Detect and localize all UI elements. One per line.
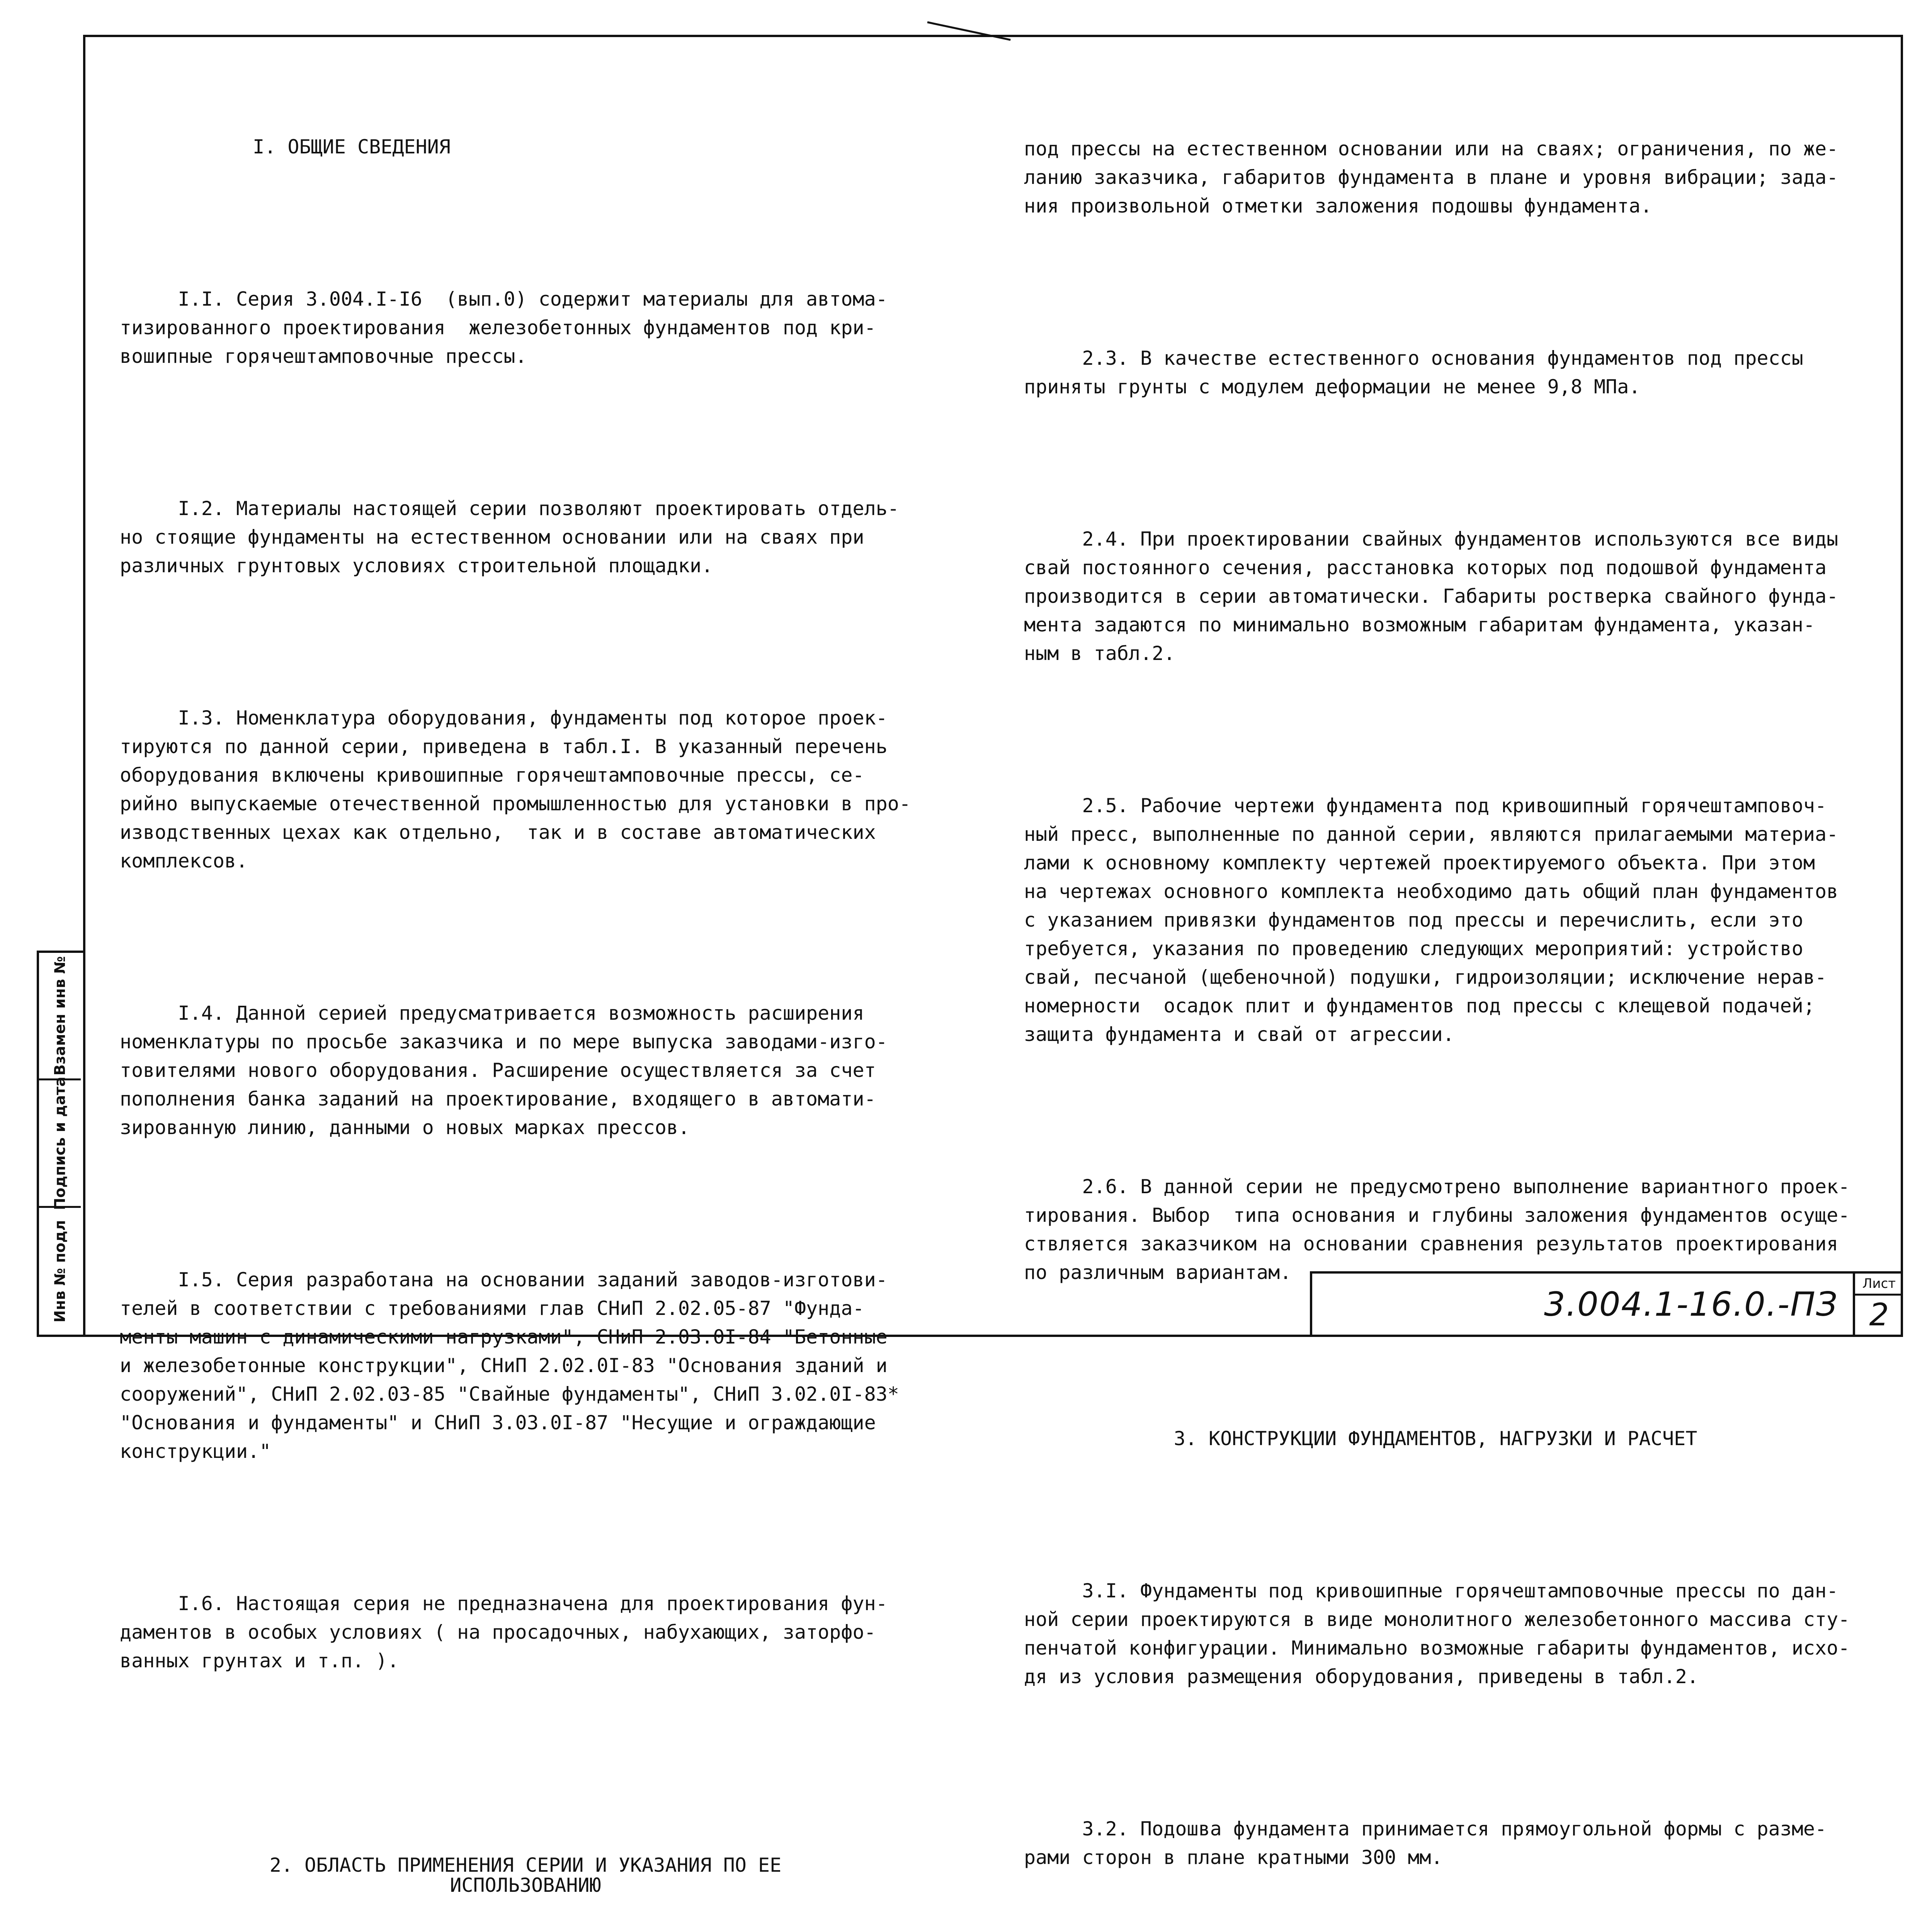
side-cell-replacement-label: Взамен инв № xyxy=(51,956,68,1075)
paragraph-2-4: 2.4. При проектировании свайных фундаментов используются все виды свай постоянного сечения, расстановка которых под подошвой фундамента производится в серии автоматически. Габариты ростверка свайного фунда- мента задаются по минимально возможным габаритам фундамента, указан- ным в табл.2. xyxy=(1024,528,1838,665)
paragraph-2-2-continued: под прессы на естественном основании или на сваях; ограничения, по же- ланию заказчика, габаритов фундамента в плане и уровня вибрации; зада- ния произвольной отметки заложения подошвы фундамента. xyxy=(1024,138,1838,217)
side-cell-signature xyxy=(39,1076,81,1210)
title-block xyxy=(1310,1271,1903,1337)
paragraph-2-5: 2.5. Рабочие чертежи фундамента под кривошипный горячештамповоч- ный пресс, выполненные по данной серии, являются прилагаемыми материа- лами к основному комплекту чертежей проектируемого объекта. При этом на чертежах основного комплекта необходимо дать общий план фундаментов с указанием привязки фундаментов под прессы и перечислить, если это требуется, указания по проведению следующих мероприятий: устройство свай, песчаной (щебеночной) подушки, гидроизоляции; исключение нерав- номерности осадок плит и фундаментов под прессы с клещевой подачей; защита фундамента и свай от агрессии. xyxy=(1024,794,1838,1046)
paragraph-3-1: 3.I. Фундаменты под кривошипные горячештамповочные прессы по дан- ной серии проектируются в виде монолитного железобетонного массива сту- пенчатой конфигурации. Минимально возможные габариты фундаментов, исхо- дя из условия размещения оборудования, приведены в табл.2. xyxy=(1024,1580,1850,1688)
paragraph-1-2: I.2. Материалы настоящей серии позволяют проектировать отдель- но стоящие фундаменты на естественном основании или на сваях при различных грунтовых условиях строительной площадки. xyxy=(120,497,899,577)
paragraph-1-5: I.5. Серия разработана на основании заданий заводов-изготови- телей в соответствии с требованиями глав СНиП 2.02.05-87 "Фунда- менты машин с динамическими нагрузками", СНиП 2.03.0I-84 "Бетонные и железобетонные конструкции", СНиП 2.02.0I-83 "Основания зданий и сооружений", СНиП 2.02.03-85 "Свайные фундаменты", СНиП 3.02.0I-83* "Основания и фундаменты" и СНиП 3.03.0I-87 "Несущие и ограждающие конструкции." xyxy=(120,1269,899,1463)
sheet-box xyxy=(1853,1274,1903,1337)
side-cell-original xyxy=(39,1208,81,1335)
paragraph-1-3: I.3. Номенклатура оборудования, фундаменты под которое проек- тируются по данной серии, приведена в табл.I. В указанный перечень оборудования включены кривошипные горячештамповочные прессы, се- рийно выпускаемые отечественной промышленностью для установки в про- изводственных цехах как отдельно, так и в составе автоматических комплексов. xyxy=(120,707,911,872)
section-1-heading: I. ОБЩИЕ СВЕДЕНИЯ xyxy=(253,136,451,158)
paragraph-1-4: I.4. Данной серией предусматривается возможность расширения номенклатуры по просьбе заказчика и по мере выпуска заводами-изго- товителями нового оборудования. Расширение осуществляется за счет пополнения банка заданий на проектирование, входящего в автомати- зированную линию, данными о новых марках прессов. xyxy=(120,1002,888,1139)
sheet-number: 2 xyxy=(1869,1297,1889,1333)
paragraph-3-2: 3.2. Подошва фундамента принимается прямоугольной формы с разме- рами сторон в плане кратными 300 мм. xyxy=(1024,1818,1827,1869)
paragraph-2-6: 2.6. В данной серии не предусмотрено выполнение вариантного проек- тирования. Выбор типа основания и глубины заложения фундаментов осуще- ствляется заказчиком на основании сравнения результатов проектирования по различным вариантам. xyxy=(1024,1175,1850,1284)
document-code: 3.004.1-16.0.-ПЗ xyxy=(1544,1285,1838,1324)
left-column xyxy=(120,75,931,1932)
side-stamp xyxy=(37,951,83,1337)
sheet-label: Лист xyxy=(1855,1274,1903,1296)
paragraph-1-1: I.I. Серия 3.004.I-I6 (вып.0) содержит материалы для автома- тизированного проектирования железобетонных фундаментов под кри- вошипные горячештамповочные прессы. xyxy=(120,288,888,367)
section-2-heading: 2. ОБЛАСТЬ ПРИМЕНЕНИЯ СЕРИИ И УКАЗАНИЯ ПО ЕЕ ИСПОЛЬЗОВАНИЮ xyxy=(269,1854,782,1896)
side-cell-replacement xyxy=(39,953,81,1080)
section-3-heading: 3. КОНСТРУКЦИИ ФУНДАМЕНТОВ, НАГРУЗКИ И РАСЧЕТ xyxy=(1173,1427,1697,1450)
paragraph-2-3: 2.3. В качестве естественного основания фундаментов под прессы приняты грунты с модулем деформации не менее 9,8 МПа. xyxy=(1024,347,1803,398)
right-column xyxy=(1024,77,1850,1900)
side-cell-original-label: Инв № подл xyxy=(51,1220,68,1323)
paragraph-1-6: I.6. Настоящая серия не предназначена для проектирования фун- даментов в особых условиях ( на просадочных, набухающих, заторфо- ванных грунтах и т.п. ). xyxy=(120,1592,888,1672)
side-cell-signature-label: Подпись и дата xyxy=(51,1076,68,1210)
